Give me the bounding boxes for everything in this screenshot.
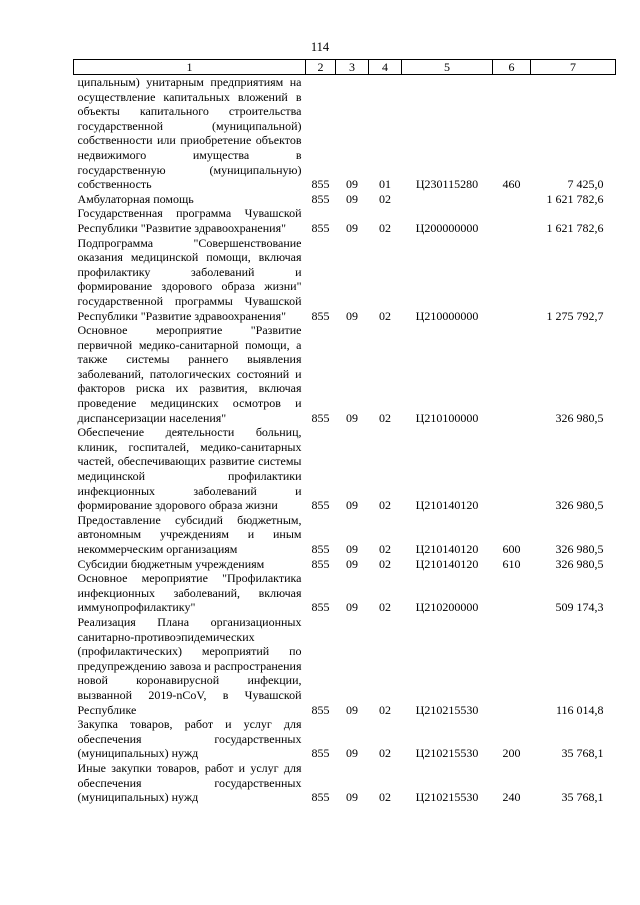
row-subsection-code: 02 xyxy=(379,410,391,425)
table-row xyxy=(74,206,616,235)
row-target-article: Ц210140120 xyxy=(415,542,479,556)
header-col-4: 4 xyxy=(369,60,402,75)
row-description: Обеспечение деятельности больниц, клиник, госпиталей, медико-санитарных частей, обеспечивающих развитие системы медицинской профилактики инфекционных заболеваний и формирование здорового образа жизни xyxy=(77,425,302,513)
row-subsection-code: 02 xyxy=(379,542,391,556)
row-description: Предоставление субсидий бюджетным, автономным учреждениям и иным некоммерческим организациям xyxy=(77,512,302,556)
header-col-3: 3 xyxy=(336,60,369,75)
row-amount: 1 275 792,7 xyxy=(546,308,604,323)
budget-table xyxy=(73,59,616,805)
row-description: Амбулаторная помощь xyxy=(77,191,194,206)
row-description: ципальным) унитарным предприятиям на осуществление капитальных вложений в объекты капитального строительства государственной (муниципальной) собственности или приобретение объектов недвижимого имущества в государственную (муниципальную) собственность xyxy=(77,75,302,192)
table-row xyxy=(74,571,616,615)
row-amount: 326 980,5 xyxy=(555,542,604,556)
row-section-code: 09 xyxy=(346,556,358,571)
row-subsection-code: 02 xyxy=(379,556,391,571)
row-amount: 1 621 782,6 xyxy=(546,191,604,206)
row-amount: 326 980,5 xyxy=(555,498,604,513)
row-amount: 35 768,1 xyxy=(561,790,604,805)
row-target-article: Ц210000000 xyxy=(415,308,479,323)
row-subsection-code: 02 xyxy=(379,600,391,615)
row-section-code: 09 xyxy=(346,410,358,425)
row-expense-type: 240 xyxy=(502,790,521,805)
row-expense-type: 610 xyxy=(502,556,521,571)
row-section-code: 09 xyxy=(346,746,358,761)
row-subsection-code: 02 xyxy=(379,790,391,805)
row-description: Основное мероприятие "Развитие первичной медико-санитарной помощи, а также системы раннего выявления заболеваний, патологических состояний и факторов риска их развития, включая проведение медицинских осмотров и диспансеризации населения" xyxy=(77,323,302,425)
row-subsection-code: 02 xyxy=(379,308,391,323)
row-section-code: 09 xyxy=(346,790,358,805)
row-ministry-code: 855 xyxy=(311,220,330,235)
row-description: Реализация Плана организационных санитарно-противоэпидемических (профилактических) мероприятий по предупреждению завоза и распространения новой коронавирусной инфекции, вызванной 2019-nCoV, в Чувашской Республике xyxy=(77,614,302,717)
row-ministry-code: 855 xyxy=(311,191,330,206)
row-target-article: Ц200000000 xyxy=(415,220,479,235)
table-row xyxy=(74,323,616,425)
row-amount: 326 980,5 xyxy=(555,556,604,571)
table-row xyxy=(74,761,616,805)
row-target-article xyxy=(402,192,493,207)
row-amount: 326 980,5 xyxy=(555,410,604,425)
row-section-code: 09 xyxy=(346,498,358,513)
row-section-code: 09 xyxy=(346,191,358,206)
row-target-article: Ц210215530 xyxy=(415,746,479,761)
row-ministry-code: 855 xyxy=(311,556,330,571)
table-row xyxy=(74,425,616,513)
row-expense-type xyxy=(493,192,531,207)
header-col-2: 2 xyxy=(306,60,336,75)
row-description: Подпрограмма "Совершенствование оказания медицинской помощи, включая профилактику заболеваний и формирование здорового образа жизни" государственной программы Чувашской Республики "Развитие здравоохранения" xyxy=(77,235,302,323)
row-ministry-code: 855 xyxy=(311,410,330,425)
row-expense-type xyxy=(493,206,531,235)
row-subsection-code: 02 xyxy=(379,220,391,235)
row-amount: 35 768,1 xyxy=(561,746,604,761)
row-expense-type: 460 xyxy=(502,177,521,192)
row-ministry-code: 855 xyxy=(311,542,330,556)
row-description: Закупка товаров, работ и услуг для обеспечения государственных (муниципальных) нужд xyxy=(77,717,302,761)
row-description: Основное мероприятие "Профилактика инфекционных заболеваний, включая иммунопрофилактику" xyxy=(77,571,302,615)
row-section-code: 09 xyxy=(346,542,358,556)
row-description: Субсидии бюджетным учреждениям xyxy=(77,556,265,571)
header-col-1: 1 xyxy=(74,60,306,75)
row-section-code: 09 xyxy=(346,702,358,717)
row-ministry-code: 855 xyxy=(311,498,330,513)
row-expense-type xyxy=(493,236,531,324)
page-number: 114 xyxy=(310,40,330,54)
header-col-5: 5 xyxy=(402,60,493,75)
row-subsection-code: 02 xyxy=(379,746,391,761)
row-description: Иные закупки товаров, работ и услуг для обеспечения государственных (муниципальных) нужд xyxy=(77,760,302,805)
row-amount: 509 174,3 xyxy=(555,600,604,615)
row-expense-type: 200 xyxy=(502,746,521,761)
row-subsection-code: 01 xyxy=(379,177,391,192)
row-section-code: 09 xyxy=(346,220,358,235)
row-amount: 1 621 782,6 xyxy=(546,220,604,235)
row-ministry-code: 855 xyxy=(311,308,330,323)
row-expense-type xyxy=(493,425,531,513)
row-section-code: 09 xyxy=(346,177,358,192)
header-row xyxy=(74,60,616,75)
table-row xyxy=(74,717,616,761)
header-col-7: 7 xyxy=(531,60,616,75)
row-ministry-code: 855 xyxy=(311,600,330,615)
table-row xyxy=(74,557,616,572)
table-row xyxy=(74,615,616,717)
row-expense-type xyxy=(493,323,531,425)
row-target-article: Ц210100000 xyxy=(415,410,479,425)
row-amount: 116 014,8 xyxy=(555,702,604,717)
row-target-article: Ц210215530 xyxy=(415,702,479,717)
row-subsection-code: 02 xyxy=(379,498,391,513)
row-target-article: Ц210140120 xyxy=(415,498,479,513)
row-expense-type: 600 xyxy=(502,542,521,556)
row-description: Государственная программа Чувашской Республики "Развитие здравоохранения" xyxy=(77,206,302,235)
row-section-code: 09 xyxy=(346,600,358,615)
row-subsection-code: 02 xyxy=(379,191,391,206)
row-target-article: Ц210200000 xyxy=(415,600,479,615)
table-row xyxy=(74,236,616,324)
row-expense-type xyxy=(493,571,531,615)
row-target-article: Ц210140120 xyxy=(415,556,479,571)
row-ministry-code: 855 xyxy=(311,702,330,717)
header-col-6: 6 xyxy=(493,60,531,75)
row-subsection-code: 02 xyxy=(379,702,391,717)
row-target-article: Ц210215530 xyxy=(415,790,479,805)
table-row xyxy=(74,192,616,207)
row-amount: 7 425,0 xyxy=(567,177,604,192)
row-ministry-code: 855 xyxy=(311,746,330,761)
table-row xyxy=(74,75,616,192)
row-target-article: Ц230115280 xyxy=(415,177,479,192)
row-section-code: 09 xyxy=(346,308,358,323)
table-row xyxy=(74,513,616,557)
row-ministry-code: 855 xyxy=(311,790,330,805)
row-expense-type xyxy=(493,615,531,717)
row-ministry-code: 855 xyxy=(311,177,330,192)
